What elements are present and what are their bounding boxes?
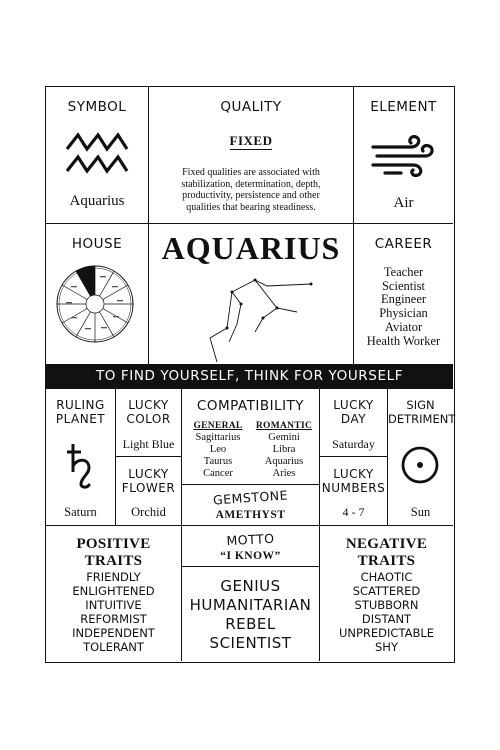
career-item: Physician bbox=[379, 306, 428, 321]
negative-trait: DISTANT bbox=[361, 612, 412, 626]
career-header: CAREER bbox=[374, 236, 433, 252]
lucky-flower-value: Orchid bbox=[131, 505, 166, 519]
career-item: Health Worker bbox=[366, 333, 441, 348]
aquarius-glyph-icon bbox=[65, 129, 129, 175]
lucky-numbers-header: LUCKY NUMBERS bbox=[321, 467, 386, 495]
positive-trait: TOLERANT bbox=[83, 640, 144, 654]
element-header: ELEMENT bbox=[370, 99, 437, 115]
negative-trait: UNPREDICTABLE bbox=[338, 626, 435, 640]
core-trait: GENIUS bbox=[220, 577, 281, 595]
lucky-numbers-cell bbox=[320, 457, 388, 526]
quality-header: QUALITY bbox=[220, 99, 282, 115]
ruling-planet-value: Saturn bbox=[64, 505, 97, 519]
element-cell bbox=[354, 87, 453, 224]
positive-traits-header: POSITIVE TRAITS bbox=[76, 536, 151, 569]
negative-traits-list bbox=[320, 570, 453, 654]
general-label: GENERAL bbox=[193, 421, 243, 431]
general-sign: Taurus bbox=[203, 456, 233, 467]
motto-header: MOTTO bbox=[226, 530, 275, 549]
ruling-planet-header: RULING PLANET bbox=[55, 398, 106, 426]
sign-detriment-value: Sun bbox=[410, 505, 431, 519]
positive-trait: INDEPENDENT bbox=[72, 626, 155, 640]
quality-subheader: FIXED bbox=[229, 133, 273, 148]
negative-traits-cell bbox=[320, 526, 453, 661]
career-item: Aviator bbox=[384, 319, 423, 334]
compatibility-general bbox=[186, 421, 250, 480]
general-sign: Sagittarius bbox=[195, 432, 241, 443]
positive-trait: FRIENDLY bbox=[86, 570, 141, 584]
lucky-flower-cell bbox=[116, 457, 182, 526]
lucky-color-header: LUCKY COLOR bbox=[126, 398, 171, 426]
core-trait: REBEL bbox=[225, 615, 276, 633]
lucky-flower-header: LUCKY FLOWER bbox=[121, 467, 176, 495]
sign-title: AQUARIUS bbox=[161, 230, 341, 266]
romantic-sign: Aries bbox=[272, 468, 296, 479]
career-item: Engineer bbox=[380, 292, 427, 307]
lucky-day-value: Saturday bbox=[332, 437, 375, 451]
core-trait: SCIENTIST bbox=[209, 634, 292, 652]
aquarius-constellation-icon bbox=[185, 272, 335, 362]
career-cell bbox=[354, 224, 453, 364]
positive-trait: ENLIGHTENED bbox=[72, 584, 155, 598]
negative-traits-header: NEGATIVE TRAITS bbox=[345, 536, 428, 569]
wind-icon bbox=[371, 135, 435, 179]
gemstone-value: AMETHYST bbox=[215, 509, 286, 521]
element-value: Air bbox=[393, 195, 414, 211]
core-traits-list bbox=[182, 577, 319, 653]
lucky-color-value: Light Blue bbox=[122, 437, 175, 451]
lucky-color-cell bbox=[116, 389, 182, 457]
career-item: Teacher bbox=[383, 265, 424, 279]
compatibility-cell bbox=[182, 389, 320, 485]
title-cell bbox=[148, 224, 354, 364]
saturn-glyph-icon bbox=[65, 442, 95, 490]
symbol-header: SYMBOL bbox=[67, 99, 127, 115]
romantic-sign: Gemini bbox=[268, 432, 300, 443]
quality-description: Fixed qualities are associated with stabilization, determination, depth, productivity, persistence and other qualities that bearing steadiness. bbox=[181, 167, 321, 213]
ruling-planet-cell bbox=[46, 389, 116, 526]
romantic-sign: Aquarius bbox=[264, 456, 304, 467]
sign-detriment-header: SIGN DETRIMENT bbox=[388, 398, 456, 426]
core-traits-cell bbox=[182, 567, 320, 661]
house-header: HOUSE bbox=[71, 236, 123, 252]
negative-trait: SCATTERED bbox=[352, 584, 421, 598]
general-sign: Cancer bbox=[203, 468, 233, 479]
negative-trait: STUBBORN bbox=[354, 598, 419, 612]
compatibility-romantic bbox=[252, 421, 316, 480]
romantic-label: ROMANTIC bbox=[255, 421, 313, 431]
motto-cell bbox=[182, 526, 320, 567]
motto-banner: TO FIND YOURSELF, THINK FOR YOURSELF bbox=[46, 364, 453, 389]
negative-trait: SHY bbox=[375, 640, 398, 654]
positive-traits-list bbox=[46, 570, 181, 654]
symbol-value: Aquarius bbox=[69, 193, 125, 209]
gemstone-cell bbox=[182, 485, 320, 526]
lucky-day-cell bbox=[320, 389, 388, 457]
romantic-sign: Libra bbox=[272, 444, 296, 455]
sign-detriment-cell bbox=[388, 389, 456, 526]
general-sign: Leo bbox=[209, 444, 227, 455]
lucky-day-header: LUCKY DAY bbox=[333, 398, 374, 426]
quality-cell bbox=[148, 87, 354, 224]
zodiac-wheel-icon bbox=[55, 264, 135, 344]
symbol-cell bbox=[46, 87, 148, 224]
core-trait: HUMANITARIAN bbox=[189, 596, 312, 614]
lucky-numbers-value: 4 - 7 bbox=[342, 505, 365, 519]
career-item: Scientist bbox=[381, 278, 426, 293]
compatibility-header: COMPATIBILITY bbox=[196, 398, 305, 414]
house-cell bbox=[46, 224, 148, 364]
gemstone-header: GEMSTONE bbox=[212, 487, 289, 508]
negative-trait: CHAOTIC bbox=[360, 570, 413, 584]
career-list bbox=[354, 266, 453, 348]
positive-trait: REFORMIST bbox=[80, 612, 147, 626]
aquarius-chart-sheet bbox=[45, 86, 455, 663]
sun-glyph-icon bbox=[400, 445, 440, 485]
positive-traits-cell bbox=[46, 526, 182, 661]
positive-trait: INTUITIVE bbox=[85, 598, 142, 612]
motto-value: “I KNOW” bbox=[220, 550, 281, 562]
